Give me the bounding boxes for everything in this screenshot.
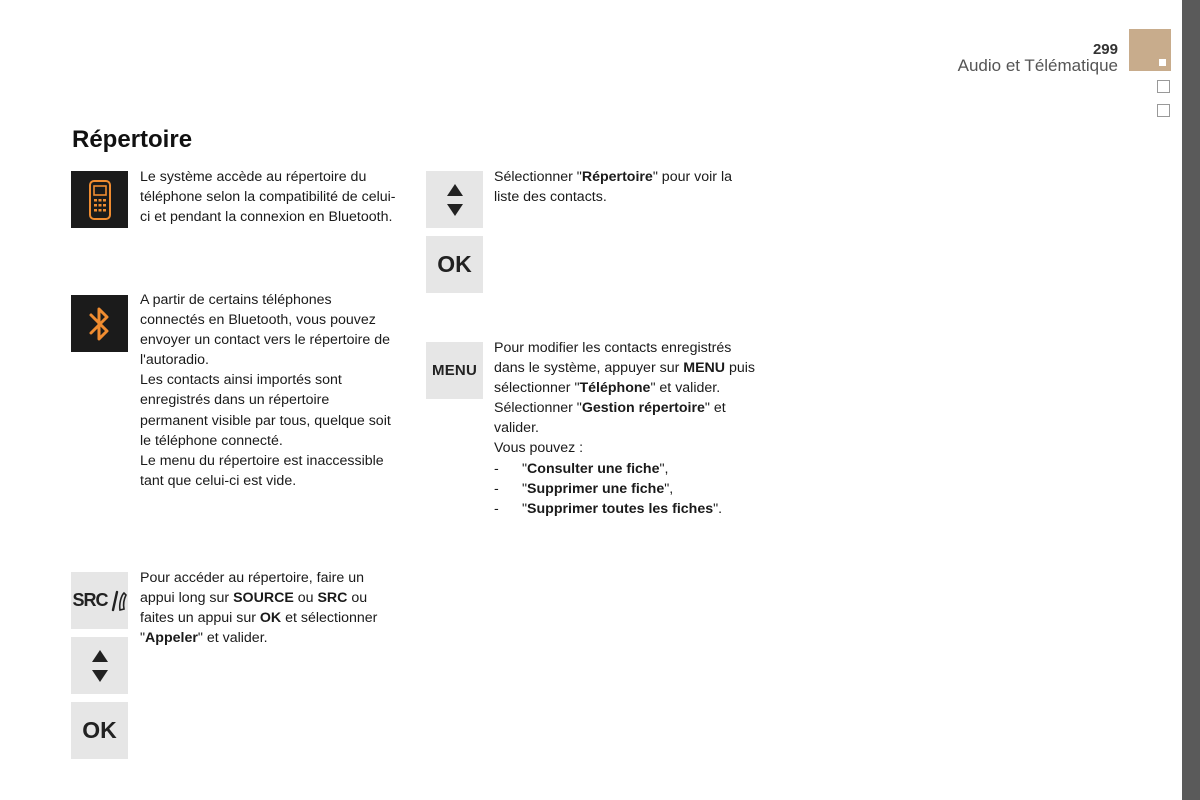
- mobile-phone-icon-graphic: [87, 180, 113, 220]
- menu-label: MENU: [432, 362, 477, 379]
- option-label: Supprimer une fiche: [527, 480, 665, 497]
- text-fragment: et sélectionner ": [140, 610, 378, 647]
- section-title: Audio et Télématique: [957, 56, 1118, 75]
- page-title: Répertoire: [72, 126, 193, 153]
- access-phonebook-paragraph: [140, 568, 400, 648]
- text-fragment: " et valider.: [650, 380, 721, 397]
- select-phonebook-text: [494, 167, 754, 207]
- list-item-text: [522, 459, 668, 479]
- bluetooth-icon: [71, 295, 128, 352]
- text-fragment: ".: [713, 500, 723, 517]
- modify-contacts-p2: [494, 398, 759, 438]
- list-item-text: [522, 499, 722, 519]
- text-fragment: " pour voir la liste des contacts.: [494, 169, 732, 206]
- text-fragment: Pour modifier les contacts enregistrés dans le système, appuyer sur: [494, 340, 732, 377]
- modify-contacts-p3: Vous pouvez :: [494, 440, 584, 457]
- modify-contacts-p1: [494, 338, 759, 398]
- up-down-arrows-icon: [426, 171, 483, 228]
- chapter-marker: [1129, 29, 1171, 71]
- keyword-telephone: Téléphone: [579, 380, 651, 397]
- menu-button-icon: [426, 342, 483, 399]
- phonebook-compatibility-text: [140, 167, 400, 227]
- text-fragment: Pour accéder au répertoire, faire un appui long sur: [140, 570, 364, 607]
- select-phonebook-paragraph: [494, 167, 754, 207]
- keyword-source: SOURCE: [233, 590, 294, 607]
- text-fragment: " et valider.: [197, 630, 268, 647]
- option-label: Consulter une fiche: [527, 460, 660, 477]
- text-fragment: ": [522, 500, 528, 517]
- modify-contacts-text: [494, 338, 759, 519]
- text-fragment: puis sélectionner ": [494, 360, 756, 397]
- keyword-menu: MENU: [683, 360, 726, 377]
- ok-label: OK: [82, 717, 117, 743]
- text-fragment: ou faites un appui sur: [140, 590, 368, 627]
- chapter-marker-empty-1: [1157, 80, 1170, 93]
- list-item: [494, 499, 759, 519]
- keyword-repertoire: Répertoire: [581, 169, 653, 185]
- ok-button-icon: [426, 236, 483, 293]
- bluetooth-import-p1: A partir de certains téléphones connectés en Bluetooth, vous pouvez envoyer un contact vers le répertoire de l'autoradio.: [140, 292, 390, 369]
- chapter-marker-dot: [1159, 59, 1166, 66]
- up-down-arrows-graphic: [445, 180, 465, 220]
- bluetooth-icon-graphic: [88, 305, 112, 343]
- up-down-arrows-graphic: [90, 646, 110, 686]
- keyword-src: SRC: [317, 590, 348, 607]
- keyword-ok: OK: [259, 610, 282, 627]
- text-fragment: " et valider.: [494, 400, 726, 437]
- mobile-phone-icon: [71, 171, 128, 228]
- phonebook-compatibility-paragraph: Le système accède au répertoire du téléphone selon la compatibilité de celui-ci et pendant la connexion en Bluetooth.: [140, 169, 396, 226]
- handset-icon: [111, 590, 127, 612]
- up-down-arrows-icon: [71, 637, 128, 694]
- options-list: [494, 459, 759, 519]
- keyword-appeler: Appeler: [145, 630, 198, 647]
- src-label: SRC: [72, 590, 108, 610]
- list-dash: -: [494, 500, 499, 517]
- access-phonebook-text: [140, 568, 400, 648]
- text-fragment: Sélectionner ": [494, 400, 582, 417]
- list-dash: -: [494, 460, 499, 477]
- ok-label: OK: [437, 251, 472, 277]
- chapter-marker-empty-2: [1157, 104, 1170, 117]
- page-edge-bar: [1182, 0, 1200, 800]
- list-item: [494, 479, 759, 499]
- src-phone-button-icon: [71, 572, 128, 629]
- bluetooth-import-p2: Les contacts ainsi importés sont enregistrés dans un répertoire permanent visible par tous, quelque soit le téléphone connecté.: [140, 372, 391, 449]
- option-label: Supprimer toutes les fiches: [527, 500, 714, 517]
- text-fragment: Sélectionner ": [494, 169, 582, 185]
- list-item-text: [522, 479, 673, 499]
- list-item: [494, 459, 759, 479]
- bluetooth-import-text: [140, 290, 400, 491]
- text-fragment: ": [522, 480, 528, 497]
- page-number: 299: [1092, 41, 1118, 58]
- text-fragment: ": [522, 460, 528, 477]
- text-fragment: ",: [659, 460, 669, 477]
- keyword-gestion-repertoire: Gestion répertoire: [581, 400, 705, 417]
- ok-button-icon: [71, 702, 128, 759]
- text-fragment: ",: [664, 480, 674, 497]
- text-fragment: ou: [293, 590, 318, 607]
- bluetooth-import-p3: Le menu du répertoire est inaccessible tant que celui-ci est vide.: [140, 452, 384, 489]
- list-dash: -: [494, 480, 499, 497]
